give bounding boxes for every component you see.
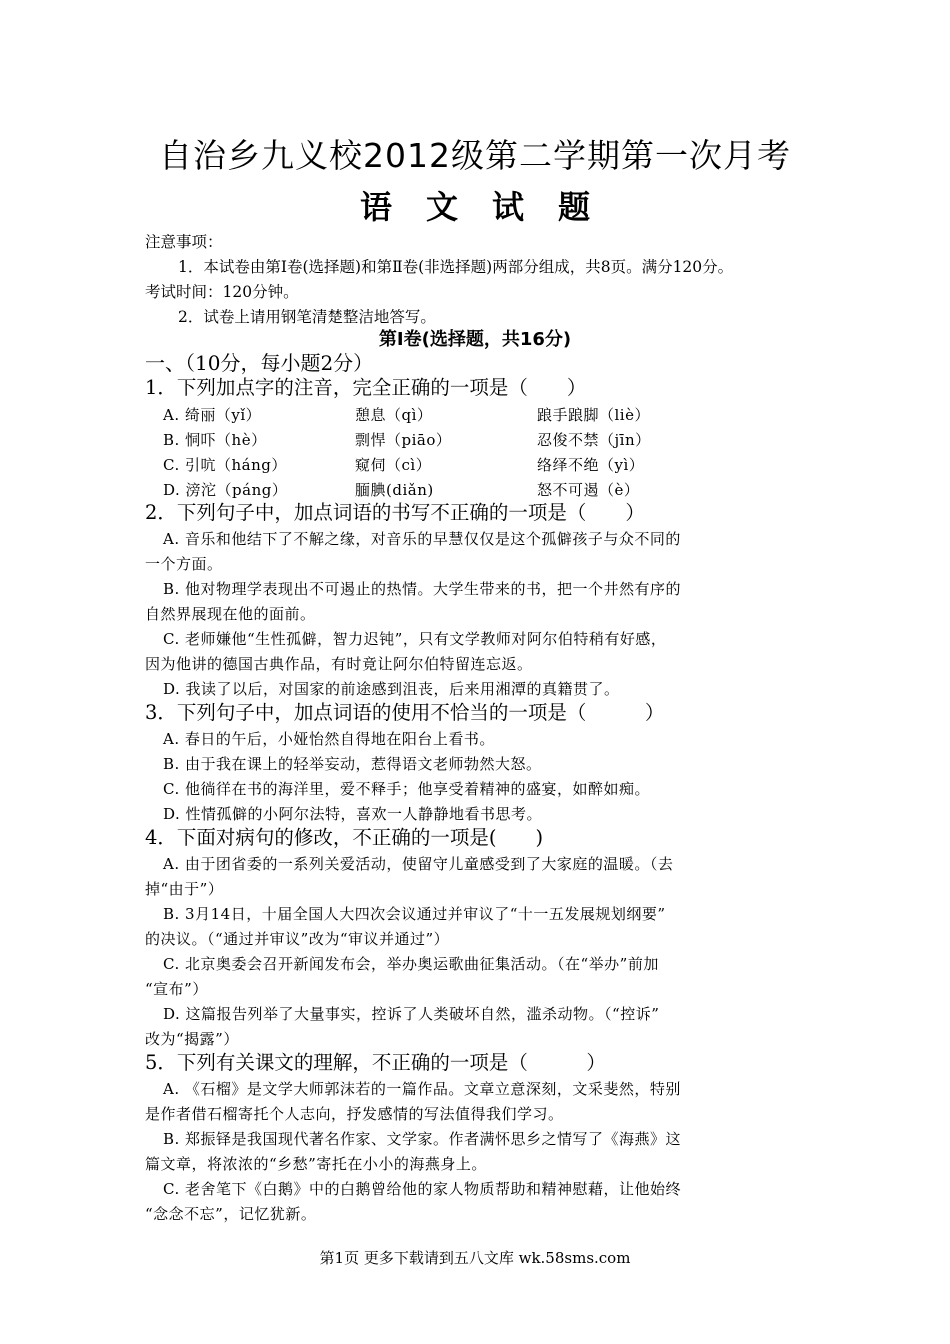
q2-line: A. 音乐和他结下了不解之缘，对音乐的早慧仅仅是这个孤僻孩子与众不同的 xyxy=(163,530,681,548)
notes-label: 注意事项： xyxy=(145,233,223,251)
q1-option: D. 滂沱（páng） xyxy=(163,481,288,499)
subtitle-char: 文 xyxy=(425,188,458,226)
q1-option: 窥伺（cì） xyxy=(355,456,432,474)
q2-line: C. 老师嫌他“生性孤僻，智力迟钝”，只有文学教师对阿尔伯特稍有好感， xyxy=(163,630,667,648)
q3-line: C. 他徜徉在书的海洋里，爱不释手；他享受着精神的盛宴，如醉如痴。 xyxy=(163,780,650,798)
q5-line: C. 老舍笔下《白鹅》中的白鹅曾给他的家人物质帮助和精神慰藉，让他始终 xyxy=(163,1180,681,1198)
q4-line: D. 这篇报告列举了大量事实，控诉了人类破坏自然，滥杀动物。（“控诉” xyxy=(163,1005,660,1023)
q1-option: A. 绮丽（yǐ） xyxy=(163,406,262,424)
exam-subtitle xyxy=(0,182,950,228)
q5-line: 篇文章，将浓浓的“乡愁”寄托在小小的海燕身上。 xyxy=(145,1155,487,1173)
subtitle-char: 语 xyxy=(359,188,392,226)
q4-line: 的决议。（“通过并审议”改为“审议并通过”） xyxy=(145,930,450,948)
question-5-stem: 5．下列有关课文的理解，不正确的一项是（ ） xyxy=(145,1051,606,1074)
question-3-stem: 3．下列句子中，加点词语的使用不恰当的一项是（ ） xyxy=(145,701,665,724)
q2-line: B. 他对物理学表现出不可遏止的热情。大学生带来的书，把一个井然有序的 xyxy=(163,580,682,598)
q5-line: A. 《石榴》是文学大师郭沫若的一篇作品。文章立意深刻，文采斐然，特别 xyxy=(163,1080,681,1098)
page-footer: 第1页 更多下载请到五八文库 wk.58sms.com xyxy=(319,1249,631,1267)
q1-option: C. 引吭（háng） xyxy=(163,456,287,474)
question-4-stem: 4．下面对病句的修改，不正确的一项是( ) xyxy=(145,826,544,849)
subtitle-char: 题 xyxy=(558,188,591,226)
section-heading: 第Ⅰ卷(选择题，共16分) xyxy=(378,329,572,350)
q5-line: 是作者借石榴寄托个人志向，抒发感情的写法值得我们学习。 xyxy=(145,1105,564,1123)
q3-line: D. 性情孤僻的小阿尔法特，喜欢一人静静地看书思考。 xyxy=(163,805,543,823)
note-item-1: 1．本试卷由第Ⅰ卷(选择题)和第Ⅱ卷(非选择题)两部分组成，共8页。满分120分。 xyxy=(178,258,734,276)
q1-option: 忍俊不禁（jīn） xyxy=(537,431,651,449)
exam-title: 自治乡九义校2012级第二学期第一次月考 xyxy=(159,136,791,175)
q4-line: A. 由于团省委的一系列关爱活动，使留守儿童感受到了大家庭的温暖。（去 xyxy=(163,855,674,873)
q2-line: 一个方面。 xyxy=(145,555,223,573)
q3-line: A. 春日的午后，小娅怡然自得地在阳台上看书。 xyxy=(163,730,495,748)
q1-option: 腼腆(diǎn) xyxy=(355,481,434,499)
q5-line: B. 郑振铎是我国现代著名作家、文学家。作者满怀思乡之情写了《海燕》这 xyxy=(163,1130,682,1148)
q5-line: “念念不忘”，记忆犹新。 xyxy=(145,1205,317,1223)
q4-line: B. 3月14日，十届全国人大四次会议通过并审议了“十一五发展规划纲要” xyxy=(163,905,666,923)
q1-option: 憩息（qì） xyxy=(355,406,433,424)
q4-line: 掉“由于”） xyxy=(145,880,224,898)
question-1-stem: 1．下列加点字的注音，完全正确的一项是（ ） xyxy=(145,376,587,399)
question-2-stem: 2．下列句子中，加点词语的书写不正确的一项是（ ） xyxy=(145,501,645,524)
q4-line: “宣布”） xyxy=(145,980,208,998)
q2-line: D. 我读了以后，对国家的前途感到沮丧，后来用湘潭的真籍贯了。 xyxy=(163,680,620,698)
subtitle-char: 试 xyxy=(492,188,525,226)
part-heading: 一、（10分，每小题2分） xyxy=(145,351,374,375)
q1-option: 络绎不绝（yì） xyxy=(537,456,645,474)
q3-line: B. 由于我在课上的轻举妄动，惹得语文老师勃然大怒。 xyxy=(163,755,542,773)
q1-option: 剽悍（piāo） xyxy=(355,431,452,449)
q2-line: 自然界展现在他的面前。 xyxy=(145,605,316,623)
q1-option: B. 恫吓（hè） xyxy=(163,431,267,449)
q4-line: C. 北京奥委会召开新闻发布会，举办奥运歌曲征集活动。（在“举办”前加 xyxy=(163,955,659,973)
q2-line: 因为他讲的德国古典作品，有时竟让阿尔伯特留连忘返。 xyxy=(145,655,533,673)
q4-line: 改为“揭露”） xyxy=(145,1030,239,1048)
q1-option: 怒不可遏（è） xyxy=(537,481,640,499)
q1-option: 踉手踉脚（liè） xyxy=(537,406,650,424)
note-item-1-cont: 考试时间：120分钟。 xyxy=(145,283,299,301)
note-item-2: 2．试卷上请用钢笔清楚整洁地答写。 xyxy=(178,308,436,326)
